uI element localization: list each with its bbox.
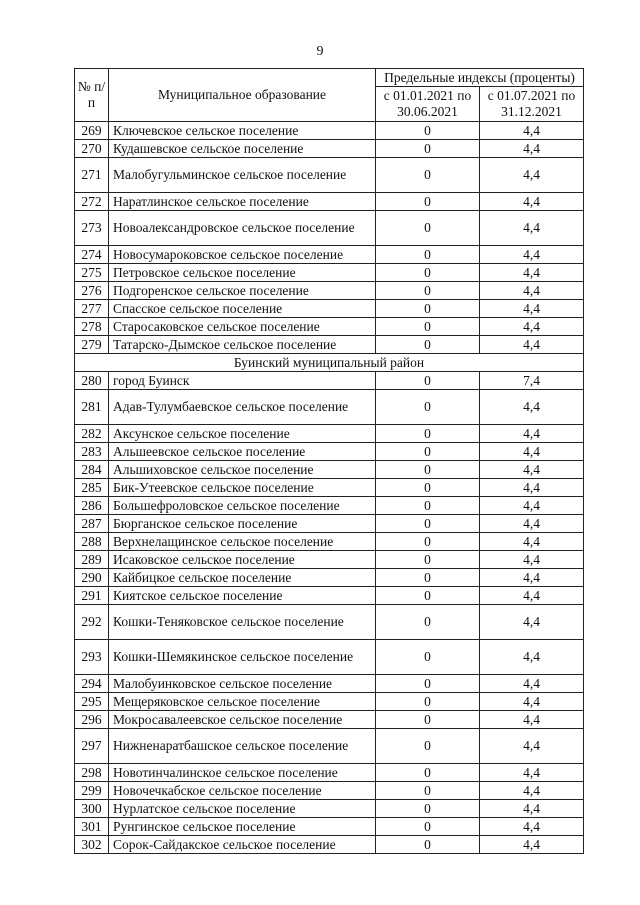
row-name: Спасское сельское поселение — [109, 300, 376, 318]
row-num: 274 — [75, 246, 109, 264]
row-value-period-1: 0 — [376, 569, 480, 587]
row-num: 298 — [75, 764, 109, 782]
row-name: Нурлатское сельское поселение — [109, 800, 376, 818]
row-num: 290 — [75, 569, 109, 587]
table-row — [75, 336, 584, 354]
table-row — [75, 140, 584, 158]
row-value-period-2: 4,4 — [480, 640, 584, 675]
row-value-period-2: 4,4 — [480, 336, 584, 354]
table-row — [75, 800, 584, 818]
row-num: 296 — [75, 711, 109, 729]
row-name: Подгоренское сельское поселение — [109, 282, 376, 300]
row-value-period-2: 4,4 — [480, 425, 584, 443]
row-value-period-2: 4,4 — [480, 300, 584, 318]
row-value-period-2: 4,4 — [480, 318, 584, 336]
row-value-period-1: 0 — [376, 425, 480, 443]
table-row — [75, 640, 584, 675]
header-num-label: № п/п — [77, 79, 106, 110]
row-value-period-1: 0 — [376, 818, 480, 836]
row-num: 279 — [75, 336, 109, 354]
row-num: 283 — [75, 443, 109, 461]
row-name: Аксунское сельское поселение — [109, 425, 376, 443]
row-name: Большефроловское сельское поселение — [109, 497, 376, 515]
header-row-1 — [75, 69, 584, 87]
row-name: город Буинск — [109, 372, 376, 390]
row-value-period-1: 0 — [376, 515, 480, 533]
row-value-period-1: 0 — [376, 479, 480, 497]
row-name: Кудашевское сельское поселение — [109, 140, 376, 158]
row-name: Бик-Утеевское сельское поселение — [109, 479, 376, 497]
table-row — [75, 479, 584, 497]
header-name: Муниципальное образование — [109, 69, 376, 122]
table-row — [75, 390, 584, 425]
row-name: Новотинчалинское сельское поселение — [109, 764, 376, 782]
table-row — [75, 193, 584, 211]
row-value-period-2: 4,4 — [480, 818, 584, 836]
district-section — [75, 354, 584, 372]
row-value-period-1: 0 — [376, 836, 480, 854]
row-value-period-1: 0 — [376, 246, 480, 264]
row-num: 297 — [75, 729, 109, 764]
row-value-period-1: 0 — [376, 372, 480, 390]
table-row — [75, 246, 584, 264]
row-value-period-2: 4,4 — [480, 122, 584, 140]
row-value-period-2: 4,4 — [480, 693, 584, 711]
row-value-period-2: 4,4 — [480, 461, 584, 479]
table-row — [75, 372, 584, 390]
row-value-period-1: 0 — [376, 318, 480, 336]
district-name: Буинский муниципальный район — [75, 354, 584, 372]
table-row — [75, 211, 584, 246]
district-row — [75, 354, 584, 372]
row-num: 288 — [75, 533, 109, 551]
row-value-period-2: 4,4 — [480, 282, 584, 300]
table-row — [75, 300, 584, 318]
row-value-period-1: 0 — [376, 605, 480, 640]
table-row — [75, 497, 584, 515]
row-num: 278 — [75, 318, 109, 336]
row-value-period-1: 0 — [376, 782, 480, 800]
row-value-period-1: 0 — [376, 640, 480, 675]
row-name: Наратлинское сельское поселение — [109, 193, 376, 211]
row-name: Верхнелащинское сельское поселение — [109, 533, 376, 551]
table-row — [75, 675, 584, 693]
row-name: Новочечкабское сельское поселение — [109, 782, 376, 800]
row-value-period-2: 4,4 — [480, 264, 584, 282]
table-row — [75, 264, 584, 282]
row-num: 295 — [75, 693, 109, 711]
row-num: 302 — [75, 836, 109, 854]
table-body-a — [75, 122, 584, 354]
row-value-period-1: 0 — [376, 764, 480, 782]
row-name: Мокросавалеевское сельское поселение — [109, 711, 376, 729]
row-num: 273 — [75, 211, 109, 246]
table-row — [75, 122, 584, 140]
row-value-period-2: 4,4 — [480, 515, 584, 533]
table-row — [75, 605, 584, 640]
row-num: 281 — [75, 390, 109, 425]
row-value-period-2: 4,4 — [480, 551, 584, 569]
row-num: 272 — [75, 193, 109, 211]
row-name: Нижненаратбашское сельское поселение — [109, 729, 376, 764]
row-value-period-2: 4,4 — [480, 479, 584, 497]
table-row — [75, 443, 584, 461]
table-row — [75, 587, 584, 605]
row-num: 280 — [75, 372, 109, 390]
header-period-1: с 01.01.2021 по 30.06.2021 — [376, 87, 480, 122]
header-group: Предельные индексы (проценты) — [376, 69, 584, 87]
row-value-period-2: 4,4 — [480, 782, 584, 800]
row-name: Альшиховское сельское поселение — [109, 461, 376, 479]
row-name: Мещеряковское сельское поселение — [109, 693, 376, 711]
row-value-period-2: 4,4 — [480, 836, 584, 854]
row-value-period-1: 0 — [376, 461, 480, 479]
table-row — [75, 836, 584, 854]
table-row — [75, 282, 584, 300]
row-name: Кайбицкое сельское поселение — [109, 569, 376, 587]
row-value-period-2: 4,4 — [480, 497, 584, 515]
header-num — [75, 69, 109, 122]
table-row — [75, 764, 584, 782]
row-num: 270 — [75, 140, 109, 158]
row-name: Татарско-Дымское сельское поселение — [109, 336, 376, 354]
row-num: 282 — [75, 425, 109, 443]
row-num: 277 — [75, 300, 109, 318]
row-value-period-1: 0 — [376, 193, 480, 211]
row-value-period-2: 4,4 — [480, 158, 584, 193]
row-value-period-1: 0 — [376, 282, 480, 300]
table-row — [75, 158, 584, 193]
row-name: Альшеевское сельское поселение — [109, 443, 376, 461]
row-num: 271 — [75, 158, 109, 193]
table-row — [75, 818, 584, 836]
table-row — [75, 569, 584, 587]
row-value-period-2: 4,4 — [480, 193, 584, 211]
row-value-period-1: 0 — [376, 211, 480, 246]
row-value-period-1: 0 — [376, 158, 480, 193]
row-name: Кошки-Шемякинское сельское поселение — [109, 640, 376, 675]
row-value-period-1: 0 — [376, 497, 480, 515]
row-value-period-1: 0 — [376, 587, 480, 605]
row-num: 276 — [75, 282, 109, 300]
row-value-period-2: 4,4 — [480, 587, 584, 605]
row-value-period-2: 7,4 — [480, 372, 584, 390]
row-num: 294 — [75, 675, 109, 693]
row-name: Новоалександровское сельское поселение — [109, 211, 376, 246]
row-value-period-2: 4,4 — [480, 533, 584, 551]
row-num: 269 — [75, 122, 109, 140]
row-value-period-2: 4,4 — [480, 800, 584, 818]
row-num: 284 — [75, 461, 109, 479]
row-num: 291 — [75, 587, 109, 605]
row-name: Новосумароковское сельское поселение — [109, 246, 376, 264]
row-value-period-1: 0 — [376, 122, 480, 140]
table-row — [75, 318, 584, 336]
row-value-period-1: 0 — [376, 551, 480, 569]
row-value-period-2: 4,4 — [480, 711, 584, 729]
row-value-period-1: 0 — [376, 443, 480, 461]
row-value-period-1: 0 — [376, 693, 480, 711]
row-num: 286 — [75, 497, 109, 515]
row-name: Сорок-Сайдакское сельское поселение — [109, 836, 376, 854]
row-value-period-1: 0 — [376, 140, 480, 158]
row-num: 275 — [75, 264, 109, 282]
row-name: Малобугульминское сельское поселение — [109, 158, 376, 193]
table-row — [75, 711, 584, 729]
row-value-period-2: 4,4 — [480, 764, 584, 782]
row-value-period-1: 0 — [376, 800, 480, 818]
table-body-b — [75, 372, 584, 854]
table-row — [75, 425, 584, 443]
row-value-period-2: 4,4 — [480, 211, 584, 246]
table-row — [75, 693, 584, 711]
row-name: Старосаковское сельское поселение — [109, 318, 376, 336]
table-row — [75, 782, 584, 800]
row-name: Кошки-Теняковское сельское поселение — [109, 605, 376, 640]
row-name: Ключевское сельское поселение — [109, 122, 376, 140]
row-value-period-1: 0 — [376, 533, 480, 551]
row-value-period-1: 0 — [376, 300, 480, 318]
row-name: Малобуинковское сельское поселение — [109, 675, 376, 693]
row-name: Петровское сельское поселение — [109, 264, 376, 282]
row-num: 293 — [75, 640, 109, 675]
table-row — [75, 515, 584, 533]
header-period-2: с 01.07.2021 по 31.12.2021 — [480, 87, 584, 122]
row-name: Бюрганское сельское поселение — [109, 515, 376, 533]
row-num: 300 — [75, 800, 109, 818]
table-row — [75, 533, 584, 551]
table-row — [75, 461, 584, 479]
row-name: Исаковское сельское поселение — [109, 551, 376, 569]
row-num: 299 — [75, 782, 109, 800]
row-value-period-2: 4,4 — [480, 605, 584, 640]
row-value-period-2: 4,4 — [480, 443, 584, 461]
row-num: 301 — [75, 818, 109, 836]
row-value-period-1: 0 — [376, 390, 480, 425]
row-value-period-2: 4,4 — [480, 140, 584, 158]
row-value-period-2: 4,4 — [480, 569, 584, 587]
row-value-period-2: 4,4 — [480, 246, 584, 264]
row-name: Киятское сельское поселение — [109, 587, 376, 605]
row-value-period-2: 4,4 — [480, 675, 584, 693]
table-row — [75, 729, 584, 764]
row-value-period-1: 0 — [376, 729, 480, 764]
indices-table — [74, 68, 584, 854]
row-value-period-1: 0 — [376, 711, 480, 729]
row-num: 289 — [75, 551, 109, 569]
row-num: 285 — [75, 479, 109, 497]
row-num: 292 — [75, 605, 109, 640]
row-num: 287 — [75, 515, 109, 533]
row-value-period-2: 4,4 — [480, 729, 584, 764]
table-row — [75, 551, 584, 569]
row-name: Рунгинское сельское поселение — [109, 818, 376, 836]
row-name: Адав-Тулумбаевское сельское поселение — [109, 390, 376, 425]
row-value-period-1: 0 — [376, 336, 480, 354]
row-value-period-1: 0 — [376, 675, 480, 693]
page-number: 9 — [316, 44, 324, 59]
row-value-period-1: 0 — [376, 264, 480, 282]
row-value-period-2: 4,4 — [480, 390, 584, 425]
